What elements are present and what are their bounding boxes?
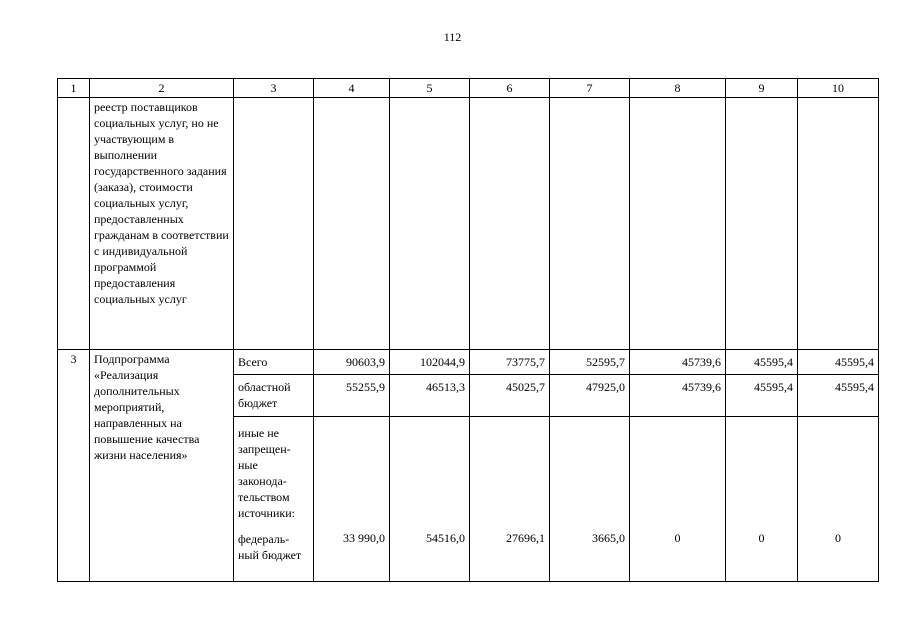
source-other-label: иные не запрещен-ные законода-тельством источники: [238, 426, 295, 520]
column-number: 1 [58, 79, 90, 98]
federal-value: 33 990,0 [314, 417, 390, 582]
budget-table [57, 78, 879, 582]
total-value: 102044,9 [390, 350, 470, 375]
column-number: 2 [90, 79, 234, 98]
federal-value: 0 [726, 417, 798, 582]
page-number: 112 [443, 30, 462, 44]
column-number-row [58, 79, 879, 98]
subprogram-total-row [58, 350, 879, 375]
regional-value: 45739,6 [630, 375, 726, 417]
source-federal-label: федераль-ный бюджет [238, 532, 302, 562]
regional-value: 45595,4 [726, 375, 798, 417]
federal-value: 0 [630, 417, 726, 582]
subprogram-name: Подпрограмма «Реализация дополнительных мероприятий, направленных на повышение качества жизни населения» [90, 350, 234, 582]
column-number: 4 [314, 79, 390, 98]
regional-value: 45595,4 [798, 375, 879, 417]
column-number: 3 [234, 79, 314, 98]
regional-value: 55255,9 [314, 375, 390, 417]
column-number: 7 [550, 79, 630, 98]
continued-row [58, 98, 879, 350]
total-value: 45595,4 [798, 350, 879, 375]
total-value: 52595,7 [550, 350, 630, 375]
regional-value: 47925,0 [550, 375, 630, 417]
column-number: 8 [630, 79, 726, 98]
total-value: 45739,6 [630, 350, 726, 375]
column-number: 5 [390, 79, 470, 98]
federal-value: 3665,0 [550, 417, 630, 582]
total-value: 73775,7 [470, 350, 550, 375]
total-value: 90603,9 [314, 350, 390, 375]
federal-value: 27696,1 [470, 417, 550, 582]
regional-value: 46513,3 [390, 375, 470, 417]
source-total-label: Всего [234, 350, 314, 375]
source-other-cell [234, 417, 314, 582]
column-number: 6 [470, 79, 550, 98]
row-number: 3 [58, 350, 90, 582]
column-number: 9 [726, 79, 798, 98]
federal-value: 54516,0 [390, 417, 470, 582]
total-value: 45595,4 [726, 350, 798, 375]
federal-value: 0 [798, 417, 879, 582]
column-number: 10 [798, 79, 879, 98]
continued-description: реестр поставщиков социальных услуг, но не участвующим в выполнении государственного задания (заказа), стоимости социальных услуг, предоставленных гражданам в соответствии с индивидуальной программой предоставления социальных услуг [90, 98, 234, 350]
source-regional-label: областной бюджет [234, 375, 314, 417]
regional-value: 45025,7 [470, 375, 550, 417]
